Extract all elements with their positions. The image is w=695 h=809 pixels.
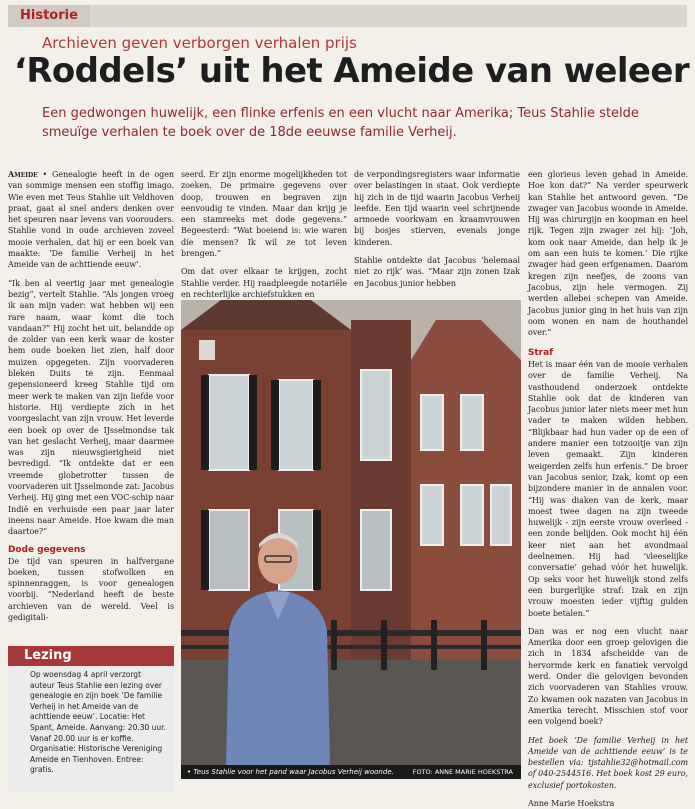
photo-caption-bar	[181, 765, 521, 779]
article-column-3	[354, 169, 520, 289]
paragraph: Het is maar één van de mooie verhalen over de familie Verheij. Na vasthoudend onderzoek ontdekte Stahlie ook dat de kinderen van Jacobus junior later niets meer met hun vader te maken wilden hebben. “Blijkbaar had hun vader op de een of andere manier een totzooitje van zijn leven gemaakt. Zijn kinderen weigerden zelfs hun erfenis.” De broer van Jacobus senior, Izak, komt op een bijzondere manier in de annalen voor. “Hij was diaken van de kerk, maar moest twee dagen na zijn tweede huwelijk - zijn eerste vrouw overleed - een zonde belijden. Ook mocht hij één keer niet aan het avondmaal deelnemen. Hij had ‘vleeselijke conversatie’ gehad vóór het huwelijk. Op seks voor het huwelijk stond zelfs een burgerlijke straf: Izak en zijn vrouw moesten ieder vijftig gulden boete betalen.”	[528, 360, 688, 618]
author-byline: Anne Marie Hoekstra	[528, 798, 615, 808]
subhead: Dode gegevens	[8, 544, 86, 555]
paragraph: De tijd van speuren in halfvergane boeken, tussen stofwolken en spinnenraggen, is voor genealogen voorbij. “Nederland heeft de beste archieven van de wereld. Veel is gedigitali-	[8, 556, 174, 622]
dateline: Ameide	[8, 169, 38, 179]
section-bar	[8, 5, 687, 27]
paragraph: de verpondingsregisters waar informatie over belastingen in staat. Ook verdiepte hij zich in de tijd waarin Jacobus Verheij leefde. Een tijd waarin veel schrijnende armoede voorkwam en kraamvrouwen bij bosjes stierven, evenals jonge kinderen.	[354, 170, 520, 247]
article-column-2	[181, 169, 347, 300]
paragraph	[8, 169, 174, 271]
kicker: Archieven geven verborgen verhalen prijs	[42, 34, 357, 52]
lecture-box-body: Op woensdag 4 april verzorgt auteur Teus Stahlie een lezing over genealogie en zijn boek ‘De familie Verheij in het Ameide van de achttiende eeuw’. Locatie: Het Spant, Ameide. Aanvang: 20.30 uur. Vanaf 20.00 uur is er koffie. Organisatie: Historische Vereniging Ameide en Tienhoven. Entree: gratis.	[30, 670, 166, 775]
section-label: Historie	[8, 5, 90, 27]
subhead: Straf	[528, 348, 553, 358]
paragraph: Stahlie ontdekte dat Jacobus ‘helemaal niet zo rijk’ was. “Maar zijn zonen Izak en Jacobus junior hebben	[354, 256, 520, 288]
lecture-box	[8, 646, 174, 793]
paragraph: Om dat over elkaar te krijgen, zocht Stahlie verder. Hij raadpleegde notariële en rechterlijke archiefstukken en	[181, 267, 347, 299]
deck: Een gedwongen huwelijk, een flinke erfenis en een vlucht naar Amerika; Teus Stahlie stelde smeuïge verhalen te boek over de 18de eeuwse familie Verheij.	[42, 106, 639, 140]
book-ordering-info: Het boek ‘De familie Verheij in het Ameide van de achttiende eeuw’ is te bestellen via: tjstahlie32@hotmail.com of 040-2544516. Het boek kost 29 euro, exclusief portokosten.	[528, 735, 688, 790]
article-column-4	[528, 169, 688, 338]
photo-caption: • Teus Stahlie voor het pand waar Jacobus Verheij woonde.	[187, 768, 394, 776]
paragraph-text: • Genealogie heeft in de ogen van sommige mensen een stoffig imago. Wie even met Teus Stahlie uit Veldhoven praat, gaat al snel anders denken over het speuren naar levens van voorouders. Stahlie vond in oude archieven zoveel mooie verhalen, dat hij er een boek van maakte: ‘De familie Verheij in het Ameide van de achttiende eeuw’.	[8, 170, 174, 270]
paragraph: “Ik ben al veertig jaar met genealogie bezig”, vertelt Stahlie. “Als jongen vroeg ik aan mijn vader: wat hebben wij een rare naam, waar komt die toch vandaan?” Hij zocht het uit, belandde op de zolder van een kerk waar de koster hem oude boeken liet zien, half door muizen opgegeten. Zijn voorvaderen bleken Duits te zijn. Eenmaal gepensioneerd kreeg Stahlie tijd om meer werk te maken van zijn liefde voor historie. Hij verdiepte zich in het voorgeslacht van zijn vrouw. Het leverde een boek op over de IJsselmondse tak van het geslacht Verheij, maar daarmee was zijn nieuwsgierigheid niet bevredigd. “Ik ontdekte dat er een vreemde globetrotter tussen de voorvaderen uit IJsselmonde zat: Jacobus Verheij. Hij ging met een VOC-schip naar Indië en verhuisde een paar jaar later ineens naar Ameide. Hoe kwam die man daartoe?”	[8, 278, 174, 537]
paragraph: seerd. Er zijn enorme mogelijkheden tot zoeken. De primaire gegevens over doop, trouwen en begraven zijn eenvoudig te vinden. Maar dan krijg je een stamreeks met dode gegevens.” Begeesterd: “Wat boeiend is: wie waren die mensen? Ik wil ze tot leven brengen.”	[181, 170, 347, 259]
article-column-4-continued	[528, 348, 688, 809]
headline: ‘Roddels’ uit het Ameide van weleer	[14, 51, 689, 91]
paragraph: Dan was er nog een vlucht naar Amerika door een groep gelovigen die zich in 1834 afscheidde van de hervormde kerk en fanatiek vervolgd werd. Onder die gelovigen bevonden zich voorvaderen van Stahlies vrouw. Zo kwamen ook nazaten van Jacobus in Amerika terecht. Misschien stof voor een volgend boek?	[528, 626, 688, 727]
paragraph: een glorieus leven gehad in Ameide. Hoe kon dat?” Na verder speurwerk kan Stahlie het antwoord geven. “De zwager van Jacobus woonde in Ameide. Hij was chirurgijn en koopman en heel rijk. Tegen zijn zwager zei hij: ‘Joh, kom ook naar Ameide, dan help ik je om aan een huis te komen.’ Die rijke zwager had geen erfgenamen. Daarom kregen zijn neefjes, de zoons van Jacobus, zijn hele vermogen. Zij werden allebei schepen van Ameide. Jacobus junior ging in het huis van zijn oom wonen en nam de houthandel over.”	[528, 170, 688, 338]
article-photo	[181, 300, 521, 765]
article-column-1	[8, 169, 174, 623]
photo-credit: FOTO: ANNE MARIE HOEKSTRA	[412, 768, 513, 776]
lecture-box-title: Lezing	[8, 646, 174, 666]
photo-illustration	[181, 300, 521, 765]
